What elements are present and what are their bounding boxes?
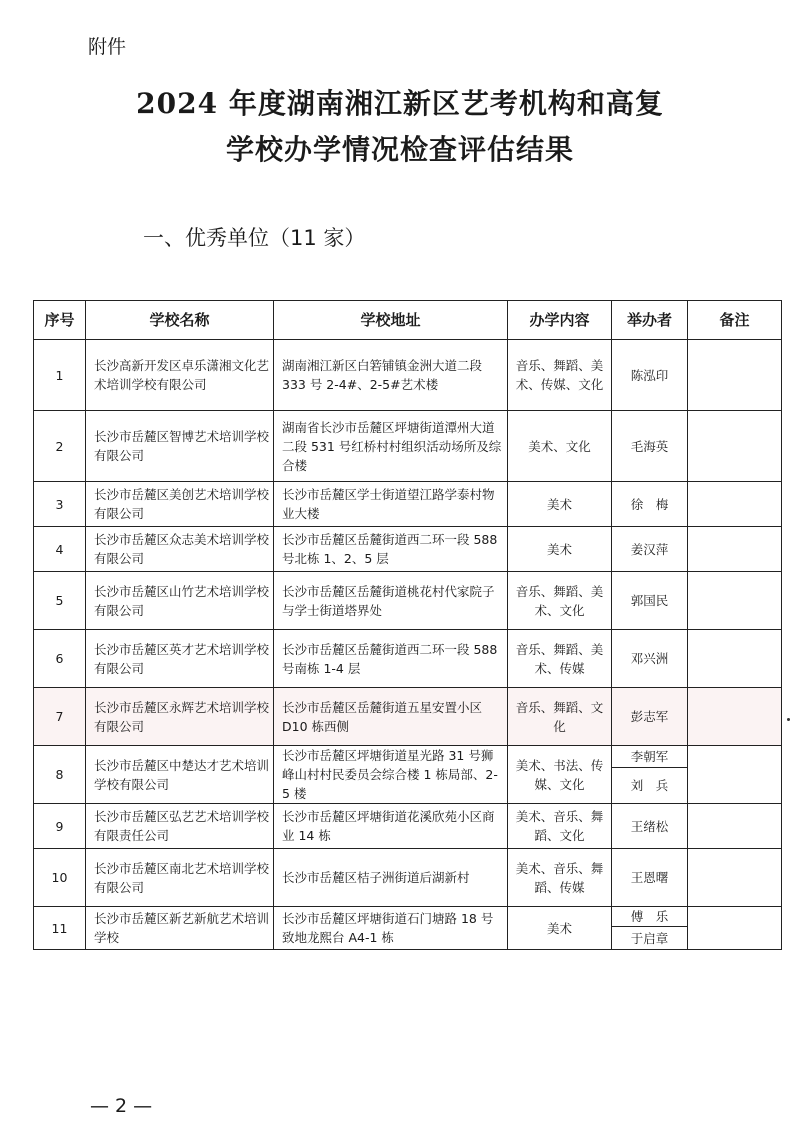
cell-school-address: 长沙市岳麓区学士街道望江路学泰村物业大楼 <box>274 482 508 527</box>
cell-content: 美术 <box>508 482 612 527</box>
table-row <box>34 527 782 572</box>
document-title-line-1: 2024 年度湖南湘江新区艺考机构和高复 <box>136 87 664 120</box>
cell-no: 1 <box>34 340 86 411</box>
cell-no: 3 <box>34 482 86 527</box>
cell-school-address: 长沙市岳麓区岳麓街道西二环一段 588 号南栋 1-4 层 <box>274 630 508 688</box>
table-row <box>34 630 782 688</box>
cell-school-address: 长沙市岳麓区岳麓街道五星安置小区 D10 栋西侧 <box>274 688 508 746</box>
cell-no: 9 <box>34 804 86 849</box>
cell-organizer: 王恩曙 <box>612 849 688 907</box>
cell-remark <box>688 804 782 849</box>
cell-school-address: 湖南省长沙市岳麓区坪塘街道潭州大道二段 531 号红桥村村组织活动场所及综合楼 <box>274 411 508 482</box>
cell-school-name: 长沙市岳麓区山竹艺术培训学校有限公司 <box>86 572 274 630</box>
table-row <box>34 572 782 630</box>
cell-no: 8 <box>34 746 86 804</box>
attachment-label: 附件 <box>88 36 127 58</box>
table-row <box>34 411 782 482</box>
cell-school-name: 长沙市岳麓区中楚达才艺术培训学校有限公司 <box>86 746 274 804</box>
cell-remark <box>688 907 782 950</box>
table-row <box>34 482 782 527</box>
cell-organizer: 于启章 <box>612 927 688 950</box>
cell-content: 音乐、舞蹈、美术、传媒 <box>508 630 612 688</box>
table-row <box>34 849 782 907</box>
table-row <box>34 688 782 746</box>
cell-school-name: 长沙市岳麓区南北艺术培训学校有限公司 <box>86 849 274 907</box>
cell-school-name: 长沙市岳麓区众志美术培训学校有限公司 <box>86 527 274 572</box>
cell-organizer: 刘 兵 <box>612 768 688 804</box>
cell-school-address: 长沙市岳麓区坪塘街道花溪欣苑小区商业 14 栋 <box>274 804 508 849</box>
cell-content: 音乐、舞蹈、文化 <box>508 688 612 746</box>
cell-school-address: 长沙市岳麓区坪塘街道星光路 31 号狮峰山村村民委员会综合楼 1 栋局部、2-5 楼 <box>274 746 508 804</box>
cell-content: 美术、文化 <box>508 411 612 482</box>
cell-remark <box>688 527 782 572</box>
cell-school-name: 长沙市岳麓区英才艺术培训学校有限公司 <box>86 630 274 688</box>
cell-organizer: 傅 乐 <box>612 907 688 927</box>
cell-organizer: 李朝军 <box>612 746 688 768</box>
cell-content: 美术、音乐、舞蹈、文化 <box>508 804 612 849</box>
cell-organizer: 郭国民 <box>612 572 688 630</box>
header-remark: 备注 <box>688 301 782 340</box>
cell-school-name: 长沙高新开发区卓乐潇湘文化艺术培训学校有限公司 <box>86 340 274 411</box>
header-school-name: 学校名称 <box>86 301 274 340</box>
cell-remark <box>688 849 782 907</box>
header-content: 办学内容 <box>508 301 612 340</box>
cell-content: 美术 <box>508 527 612 572</box>
cell-no: 5 <box>34 572 86 630</box>
cell-content: 美术、书法、传媒、文化 <box>508 746 612 804</box>
cell-no: 10 <box>34 849 86 907</box>
scan-speck <box>787 718 790 721</box>
cell-organizer: 毛海英 <box>612 411 688 482</box>
cell-no: 2 <box>34 411 86 482</box>
cell-school-address: 长沙市岳麓区岳麓街道西二环一段 588 号北栋 1、2、5 层 <box>274 527 508 572</box>
header-no: 序号 <box>34 301 86 340</box>
cell-organizer: 邓兴洲 <box>612 630 688 688</box>
cell-content: 音乐、舞蹈、美术、传媒、文化 <box>508 340 612 411</box>
cell-remark <box>688 572 782 630</box>
cell-school-address: 长沙市岳麓区桔子洲街道后湖新村 <box>274 849 508 907</box>
cell-remark <box>688 630 782 688</box>
table-row <box>34 340 782 411</box>
cell-content: 美术 <box>508 907 612 950</box>
cell-organizer: 陈泓印 <box>612 340 688 411</box>
cell-no: 4 <box>34 527 86 572</box>
table-row <box>34 907 782 927</box>
table-row <box>34 746 782 768</box>
cell-organizer: 徐 梅 <box>612 482 688 527</box>
cell-school-name: 长沙市岳麓区弘艺艺术培训学校有限责任公司 <box>86 804 274 849</box>
cell-school-address: 长沙市岳麓区坪塘街道石门塘路 18 号致地龙熙台 A4-1 栋 <box>274 907 508 950</box>
cell-remark <box>688 340 782 411</box>
cell-school-name: 长沙市岳麓区智博艺术培训学校有限公司 <box>86 411 274 482</box>
cell-remark <box>688 411 782 482</box>
table-row <box>34 804 782 849</box>
table-header-row <box>34 301 782 340</box>
page-footer: — 2 — <box>90 1095 153 1117</box>
header-organizer: 举办者 <box>612 301 688 340</box>
cell-school-address: 湖南湘江新区白箬铺镇金洲大道二段 333 号 2-4#、2-5#艺术楼 <box>274 340 508 411</box>
cell-school-name: 长沙市岳麓区新艺新航艺术培训学校 <box>86 907 274 950</box>
cell-no: 7 <box>34 688 86 746</box>
results-table <box>33 300 782 950</box>
cell-remark <box>688 482 782 527</box>
cell-remark <box>688 688 782 746</box>
cell-content: 美术、音乐、舞蹈、传媒 <box>508 849 612 907</box>
cell-content: 音乐、舞蹈、美术、文化 <box>508 572 612 630</box>
cell-no: 6 <box>34 630 86 688</box>
table-body <box>34 340 782 950</box>
cell-organizer: 姜汉萍 <box>612 527 688 572</box>
cell-remark <box>688 746 782 804</box>
document-title-line-2: 学校办学情况检查评估结果 <box>225 133 574 166</box>
cell-organizer: 王绪松 <box>612 804 688 849</box>
cell-organizer: 彭志军 <box>612 688 688 746</box>
cell-school-name: 长沙市岳麓区永辉艺术培训学校有限公司 <box>86 688 274 746</box>
cell-no: 11 <box>34 907 86 950</box>
section-heading: 一、优秀单位（11 家） <box>143 226 366 250</box>
cell-school-address: 长沙市岳麓区岳麓街道桃花村代家院子与学士街道塔界处 <box>274 572 508 630</box>
header-school-address: 学校地址 <box>274 301 508 340</box>
cell-school-name: 长沙市岳麓区美创艺术培训学校有限公司 <box>86 482 274 527</box>
